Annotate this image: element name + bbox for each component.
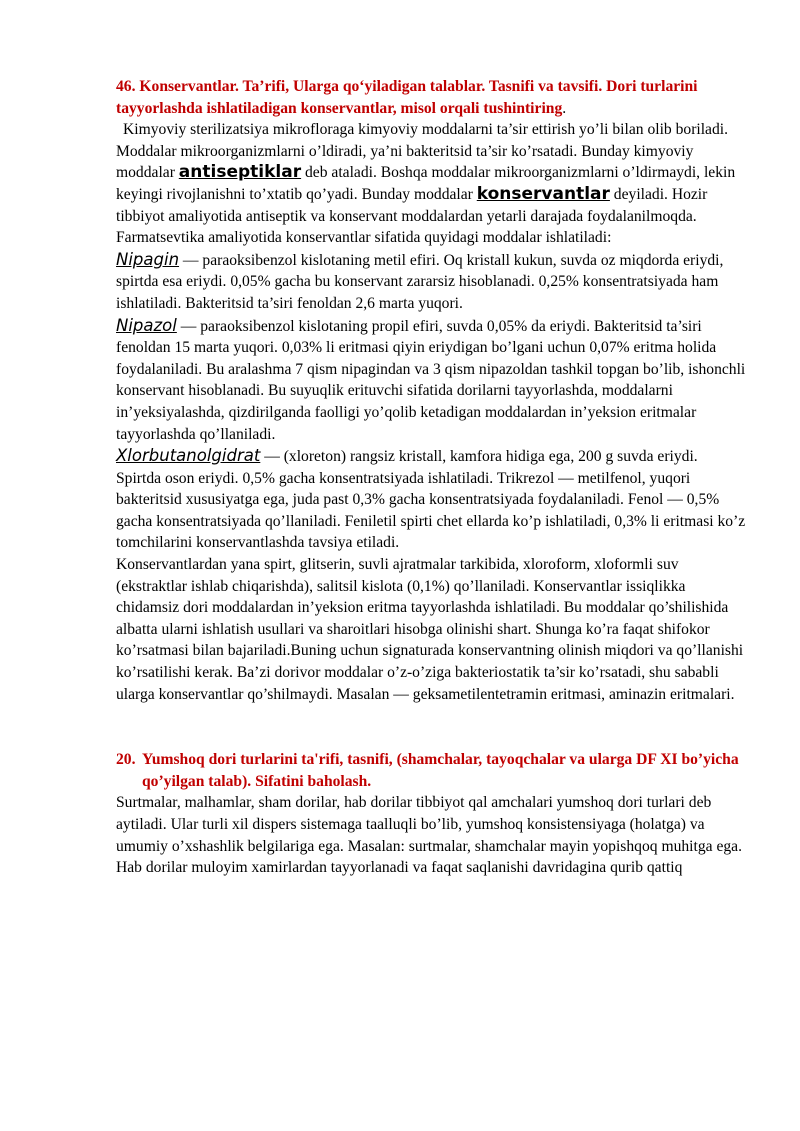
xlorbutanolgidrat-description: — (xloreton) rangsiz kristall, kamfora hidiga ega, 200 g suvda eriydi. Spirtda oson eriydi. 0,5% gacha konsentratsiyada ishlatiladi. Trikrezol — metilfenol, yuqori bakteritsid xususiyatga ega, juda past 0,3% gacha konsentratsiyada foydalaniladi. Fenol — 0,5% gacha konsentratsiyada qo’llaniladi. Feniletil spirti chet ellarda ko’p ishlatiladi, 0,3% li eritmasi ko’z tomchilarini konservantlashda tavsiya etiladi. — [116, 448, 746, 552]
section-20-heading-text: Yumshoq dori turlarini ta'rifi, tasnifi, (shamchalar, tayoqchalar va ularga DF XI bo’yicha qo’yilgan talab). Sifatini baholash. — [142, 751, 739, 790]
section-20-number: 20. — [116, 751, 136, 769]
paragraph-nipagin — [116, 249, 746, 315]
document-page — [116, 76, 746, 879]
nipagin-description: — paraoksibenzol kislotaning metil efiri. Oq kristall kukun, suvda oz miqdorda eriydi, spirtda esa eriydi. 0,05% gacha bu konservant zararsiz hisoblanadi. 0,25% konsentratsiyada ham ishlatiladi. Bakteritsid ta’siri fenoldan 2,6 marta yuqori. — [116, 251, 724, 312]
section-spacer — [116, 705, 746, 749]
section-46-heading-period: . — [562, 99, 567, 117]
nipazol-description: — paraoksibenzol kislotaning propil efiri, suvda 0,05% da eriydi. Bakteritsid ta’siri fenoldan 15 marta yuqori. 0,03% li eritmasi qiyin eriydigan bo’lgani uchun 0,07% eritma holida foydalaniladi. Bu aralashma 7 qism nipagindan va 3 qism nipazoldan tashkil topgan bo’lib, ishonchli konservant hisoblanadi. Bu suyuqlik erituvchi sifatida dorilarni tayyorlashda, moddalarni in’yeksiyalashda, qizdirilganda faolligi yo’qolib ketadigan moddalardan in’yeksion eritmalar tayyorlashda qo’llaniladi. — [116, 317, 746, 443]
paragraph-soft-dosage-forms: Surtmalar, malhamlar, sham dorilar, hab dorilar tibbiyot qal amchalari yumshoq dori turlari deb aytiladi. Ular turli xil dispers sistemaga taalluqli bo’lib, yumshoq konsistensiyaga (holatga) va umumiy o’xshashlik belgilariga ega. Masalan: surtmalar, shamchalar mayin yopishqoq muhitga ega. Hab dorilar muloyim xamirlardan tayyorlanadi va faqat saqlanishi davridagina qurib qattiq — [116, 794, 743, 877]
section-20-heading — [116, 749, 746, 792]
term-nipagin: Nipagin — [116, 249, 180, 269]
section-46-heading — [116, 76, 746, 119]
paragraph-chemical-sterilization — [116, 119, 746, 227]
paragraph-xlorbutanolgidrat — [116, 445, 746, 554]
paragraph-pharmacy-practice: Farmatsevtika amaliyotida konservantlar sifatida quyidagi moddalar ishlatiladi: — [116, 229, 612, 247]
paragraph-text: deyiladi. Hozir tibbiyot amaliyotida antiseptik va konservant moddalardan yetarli darajada foydalanilmoqda. — [116, 185, 708, 225]
term-nipazol: Nipazol — [116, 315, 177, 335]
term-xlorbutanolgidrat: Xlorbutanolgidrat — [116, 446, 261, 466]
paragraph-other-preservatives: Konservantlardan yana spirt, glitserin, suvli ajratmalar tarkibida, xloroform, xloformli suv (ekstraktlar ishlab chiqarishda), salitsil kislota (0,1%) qo’llaniladi. Konservantlar issiqlikka chidamsiz dori moddalardan in’yeksion eritma tayyorlashda ishlatiladi. Bu moddalar qo’shilishida albatta ularni ishlatish usullari va sharoitlari hisobga olinishi shart. Shunga ko’ra faqat shifokor ko’rsatmasi bilan bajariladi.Buning uchun signaturada konservantning olinish miqdori va qo’llanishi ko’rsatilishi kerak. Ba’zi dorivor moddalar o’z-o’ziga bakteriostatik ta’sir ko’rsatadi, shu sababli ularga konservantlar qo’shilmaydi. Masalan — geksametilentetramin eritmasi, aminazin eritmalari. — [116, 556, 744, 703]
section-46-heading-text: 46. Konservantlar. Ta’rifi, Ularga qo‘yiladigan talablar. Tasnifi va tavsifi. Dori turlarini tayyorlashda ishlatiladigan konservantlar, misol orqali tushintiring — [116, 78, 698, 117]
term-antiseptiklar: antiseptiklar — [178, 162, 302, 183]
paragraph-text: deb ataladi. Boshqa moddalar mikroorganizmlarni o’ldirmaydi, lekin keyingi rivojlanishni to’xtatib qo’yadi. Bunday moddalar — [116, 164, 736, 203]
paragraph-nipazol — [116, 315, 746, 446]
paragraph-text: Kimyoviy sterilizatsiya mikrofloraga kimyoviy moddalarni ta’sir ettirish yo’li bilan olib boriladi. Moddalar mikroorganizmlarni o’ldiradi, ya’ni bakteritsid ta’sir ko’rsatadi. Bunday kimyoviy moddalar — [116, 121, 729, 182]
term-konservantlar: konservantlar — [476, 183, 610, 204]
